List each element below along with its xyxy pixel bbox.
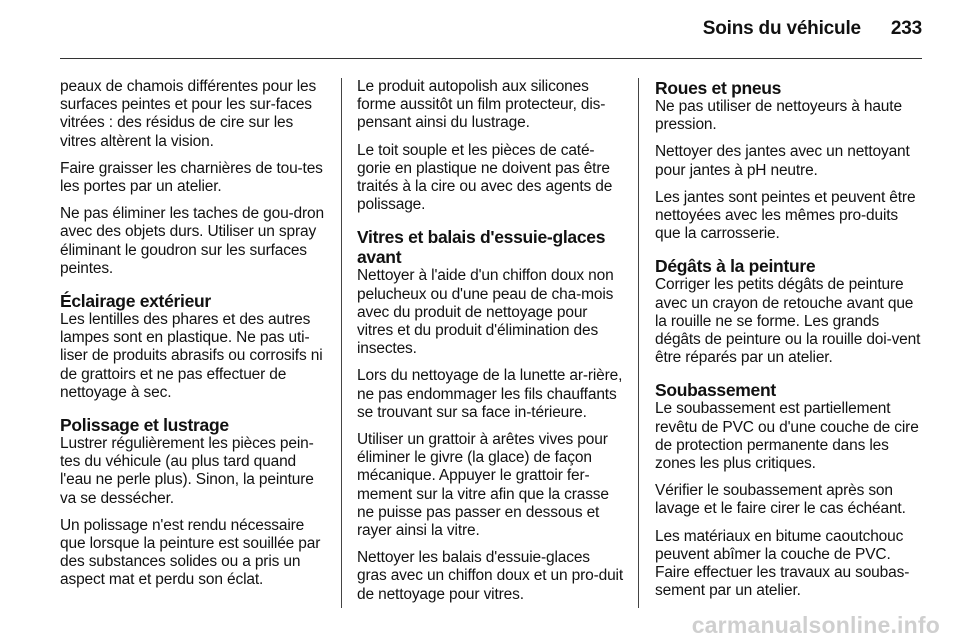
paragraph: Le toit souple et les pièces de caté-gorie en plastique ne doivent pas être traités à la cire ou avec des agents de polissage. [357,141,613,214]
paragraph: Nettoyer à l'aide d'un chiffon doux non pelucheux ou d'une peau de cha-mois avec du produit de nettoyage pour vitres et du produit d'élimination des insectes. [357,267,614,358]
page-number: 233 [890,18,922,39]
paragraph: Nettoyer des jantes avec un nettoyant pour jantes à pH neutre. [655,143,910,179]
column-3 [655,78,923,609]
column-1 [60,78,326,599]
paragraph: Lors du nettoyage de la lunette ar-rière, ne pas endommager les fils chauffants se trouvant sur sa face in-térieure. [357,367,623,421]
paragraph: Lustrer régulièrement les pièces pein-tes du véhicule (au plus tard quand l'eau ne perle plus). Sinon, la peinture va se dessécher. [60,435,314,507]
paragraph: Le produit autopolish aux silicones forme aussitôt un film protecteur, dis-pensant ainsi du lustrage. [357,78,606,132]
page-header [60,18,922,48]
heading-degats: Dégâts à la peinture [655,256,816,277]
paragraph: Les lentilles des phares et des autres lampes sont en plastique. Ne pas uti-liser de produits abrasifs ou corrosifs ni de grattoirs et ne pas effectuer de nettoyage à sec. [60,311,323,401]
section-title: Soins du véhicule [702,18,861,39]
watermark-text: carmanualsonline.info [691,612,940,638]
paragraph: Faire graisser les charnières de tou-tes les portes par un atelier. [60,159,323,196]
column-divider-2 [638,78,639,608]
paragraph: peaux de chamois différentes pour les surfaces peintes et pour les sur-faces vitrées : des résidus de cire sur les vitres altèrent la vision. [60,78,317,150]
heading-eclairage: Éclairage extérieur [60,291,211,312]
header-rule [60,58,922,59]
paragraph: Les jantes sont peintes et peuvent être nettoyées avec les mêmes pro-duits que la carrosserie. [655,188,916,243]
heading-polissage: Polissage et lustrage [60,415,229,436]
paragraph: Les matériaux en bitume caoutchouc peuvent abîmer la couche de PVC. Faire effectuer les travaux au soubas-sement par un atelier. [655,527,910,600]
paragraph: Vérifier le soubassement après son lavage et le faire cirer le cas échéant. [655,482,906,518]
paragraph: Ne pas éliminer les taches de gou-dron avec des objets durs. Utiliser un spray éliminant le goudron sur les surfaces peintes. [60,205,324,277]
heading-roues: Roues et pneus [655,78,782,98]
heading-soubassement: Soubassement [655,380,776,401]
heading-vitres: Vitres et balais d'essuie-glaces avant [357,227,606,268]
column-2 [357,78,623,613]
paragraph: Ne pas utiliser de nettoyeurs à haute pression. [655,98,902,134]
paragraph: Utiliser un grattoir à arêtes vives pour éliminer le givre (la glace) de façon mécanique. Appuyer le grattoir fer-mement sur la vitre afin que la crasse ne puisse pas passer en dessous et rayer ainsi la vitre. [357,431,609,540]
paragraph: Nettoyer les balais d'essuie-glaces gras avec un chiffon doux et un pro-duit de nettoyage pour vitres. [357,549,623,603]
column-divider-1 [341,78,342,608]
paragraph: Un polissage n'est rendu nécessaire que lorsque la peinture est souillée par des substances solides ou a pris un aspect mat et perdu son éclat. [60,516,321,589]
paragraph: Le soubassement est partiellement revêtu de PVC ou d'une couche de cire de protection permanente dans les zones les plus critiques. [655,400,919,473]
paragraph: Corriger les petits dégâts de peinture avec un crayon de retouche avant que la rouille ne se forme. Les grands dégâts de peinture ou la rouille doi-vent être réparés par un atelier. [655,276,921,367]
